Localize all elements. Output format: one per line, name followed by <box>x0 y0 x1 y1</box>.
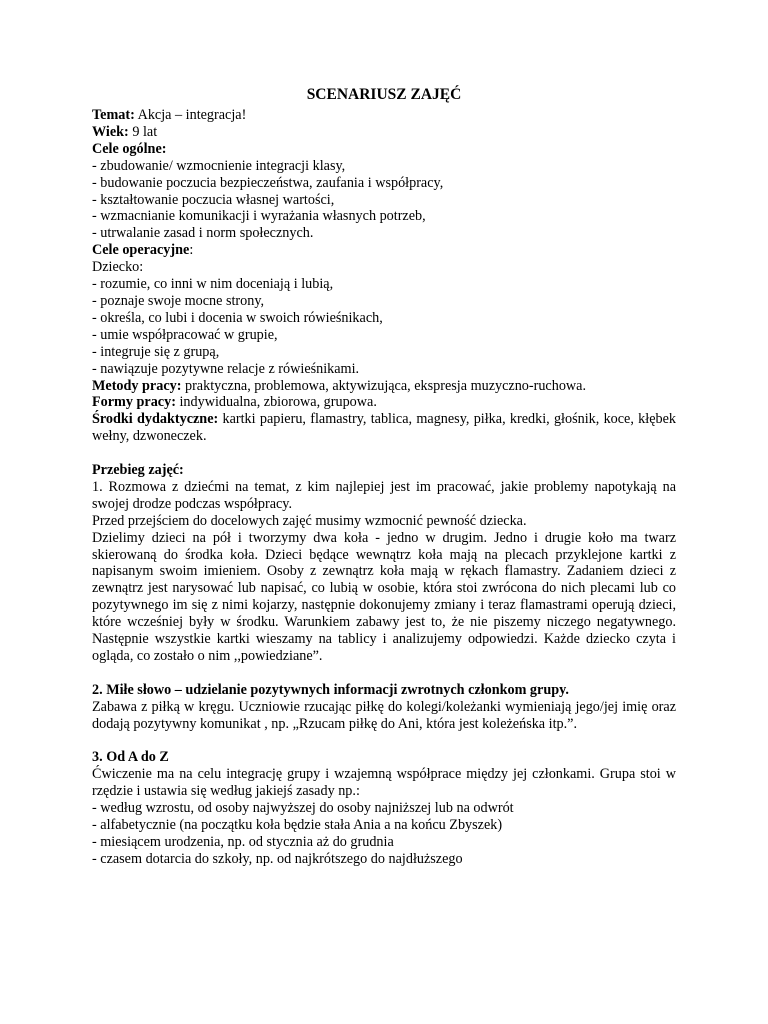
section-3-heading <box>92 749 676 766</box>
list-item: - umie współpracować w grupie, <box>92 326 278 343</box>
list-item: - wzmacnianie komunikacji i wyrażania własnych potrzeb, <box>92 208 426 225</box>
procedure-heading <box>92 462 676 479</box>
procedure-paragraph-3: Dzielimy dzieci na pół i tworzymy dwa koła - jedno w drugim. Jedno i drugie koło ma twarz skierowaną do środka koła. Dzieci będące wewnątrz koła mają na plecach przyklejone kartki z napisanym swoim imieniem. Osoby z zewnątrz koła mają w rękach flamastry. Zadaniem dzieci z zewnątrz jest narysować lub napisać, co lubią w osobie, która stoi zwrócona do nich plecami lub co pozytywnego im się z nimi kojarzy, następnie dokonujemy zmiany i teraz flamastrami operują dzieci, które wcześniej były w środku. Warunkiem zabawy jest to, że nie piszemy niczego negatywnego. Następnie wszystkie kartki wieszamy na tablicy i analizujemy odpowiedzi. Każde dziecko czyta i ogląda, co zostało o nim ,,powiedziane”. <box>92 529 676 664</box>
list-item: - określa, co lubi i docenia w swoich rówieśnikach, <box>92 309 383 326</box>
materials-value: kartki papieru, flamastry, tablica, magnesy, piłka, kredki, głośnik, koce, kłębek wełny, dzwoneczek. <box>92 411 676 445</box>
general-goals-heading <box>92 141 676 158</box>
forms-label: Formy pracy: <box>92 394 176 411</box>
procedure-label: Przebieg zajęć: <box>92 462 184 479</box>
spacer <box>92 445 676 462</box>
forms-value: indywidualna, zbiorowa, grupowa. <box>175 394 377 411</box>
topic-value: Akcja – integracja! <box>134 107 247 123</box>
operational-goals-intro: Dziecko: <box>92 259 144 276</box>
list-item: - integruje się z grupą, <box>92 343 220 360</box>
section-2-title: 2. Miłe słowo – udzielanie pozytywnych informacji zwrotnych członkom grupy. <box>92 681 569 698</box>
forms-line <box>92 394 676 411</box>
operational-goals-colon: : <box>189 242 194 259</box>
list-item: - zbudowanie/ wzmocnienie integracji klasy, <box>92 157 346 174</box>
list-item: - kształtowanie poczucia własnej wartości, <box>92 191 335 208</box>
section-2-paragraph: Zabawa z piłką w kręgu. Uczniowie rzucając piłkę do kolegi/koleżanki wymieniają jego/jej imię oraz dodają pozytywny komunikat , np. „Rzucam piłkę do Ani, która jest koleżeńska itp.”. <box>92 698 676 732</box>
age-value: 9 lat <box>128 123 158 140</box>
operational-goals-label: Cele operacyjne <box>92 242 190 259</box>
list-item: - budowanie poczucia bezpieczeństwa, zaufania i współpracy, <box>92 174 444 191</box>
list-item: - czasem dotarcia do szkoły, np. od najkrótszego do najdłuższego <box>92 850 463 867</box>
list-item: - alfabetycznie (na początku koła będzie stała Ania a na końcu Zbyszek) <box>92 817 503 834</box>
age-label: Wiek: <box>92 123 129 140</box>
topic-line <box>92 107 676 124</box>
methods-label: Metody pracy: <box>92 377 182 394</box>
spacer <box>92 733 676 750</box>
document-title: SCENARIUSZ ZAJĘĆ <box>306 86 462 103</box>
materials-paragraph <box>92 411 676 445</box>
methods-value: praktyczna, problemowa, aktywizująca, ekspresja muzyczno-ruchowa. <box>181 377 587 394</box>
section-2-heading <box>92 682 676 699</box>
list-item: - według wzrostu, od osoby najwyższej do osoby najniższej lub na odwrót <box>92 800 514 817</box>
age-line <box>92 124 676 141</box>
materials-label: Środki dydaktyczne: <box>92 411 219 428</box>
procedure-paragraph-2: Przed przejściem do docelowych zajęć musimy wzmocnić pewność dziecka. <box>92 512 527 529</box>
document-content <box>92 86 676 868</box>
list-item: - utrwalanie zasad i norm społecznych. <box>92 225 314 242</box>
operational-goals-heading <box>92 242 676 259</box>
procedure-paragraph-1: 1. Rozmowa z dziećmi na temat, z kim najlepiej jest im pracować, jakie problemy napotykają na swojej drodze podczas współpracy. <box>92 478 676 512</box>
topic-label: Temat: <box>92 107 135 123</box>
general-goals-label: Cele ogólne: <box>92 140 167 157</box>
methods-line <box>92 378 676 395</box>
list-item: - rozumie, co inni w nim doceniają i lubią, <box>92 276 334 293</box>
section-3-title: 3. Od A do Z <box>92 749 169 766</box>
list-item: - poznaje swoje mocne strony, <box>92 292 265 309</box>
list-item: - nawiązuje pozytywne relacje z rówieśnikami. <box>92 360 360 377</box>
list-item: - miesiącem urodzenia, np. od stycznia aż do grudnia <box>92 833 394 850</box>
spacer <box>92 665 676 682</box>
section-3-paragraph: Ćwiczenie ma na celu integrację grupy i wzajemną współprace między jej członkami. Grupa stoi w rzędzie i ustawia się według jakiejś zasady np.: <box>92 766 676 800</box>
